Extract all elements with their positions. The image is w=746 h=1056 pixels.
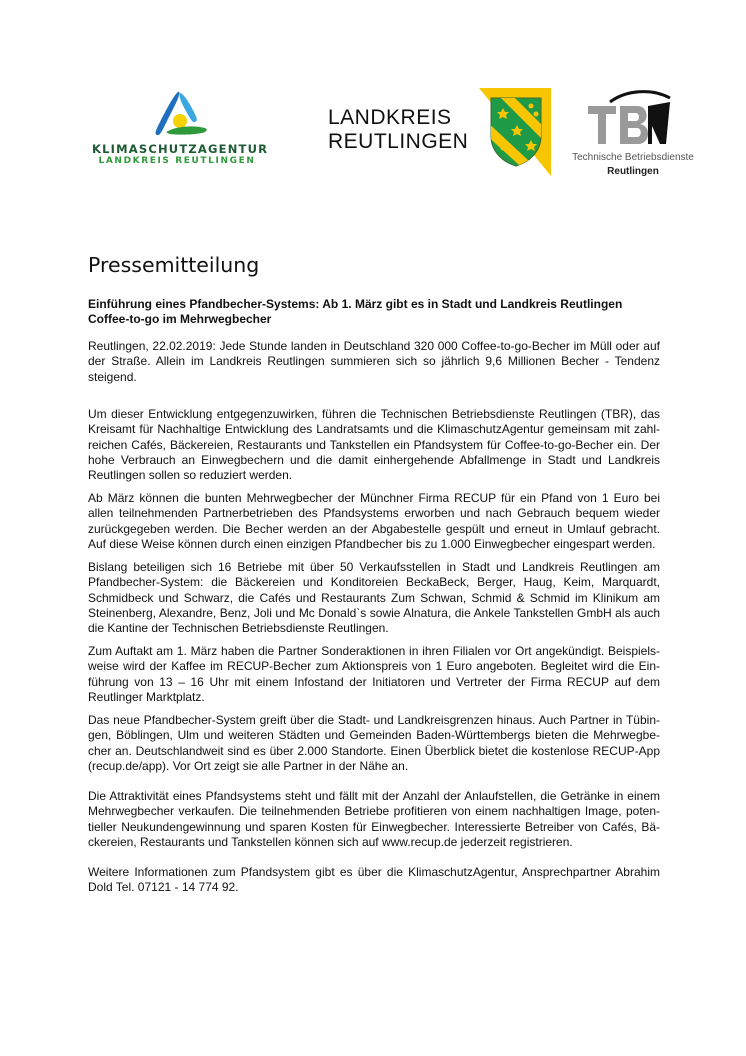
paragraph-attractiveness: Die Attraktivität eines Pfandsystems steht und fällt mit der Anzahl der Anlaufstellen, die Getränke in einem Mehrwegbecher verkaufen. Die teilnehmenden Betriebe profitieren von einem nachhaltigen Image, potentieller Neukundengewinnung und sparen Kosten für Einwegbecher. Interessierte Betreiber von Cafés, Bäckereien, Restaurants und Tankstellen können sich auf www.recup.de jederzeit registrieren.: [88, 789, 660, 849]
coat-of-arms-icon: [479, 88, 551, 176]
landkreis-reutlingen-logo: [325, 88, 551, 176]
paragraph-participants: Bislang beteiligen sich 16 Betriebe mit über 50 Verkaufsstellen in Stadt und Landkreis Reutlingen am Pfandbecher-System: die Bäckereien und Konditoreien BeckaBeck, Berger, Haug, Keim, Marquardt, Schmidbeck und Schwarz, die Cafés und Restaurants Zum Schwan, Schmid & Schmid im Klinikum am Steinenberg, Alexandre, Benz, Joli und Mc Donald`s sowie Alnatura, die Ankele Tankstellen GmbH als auch die Kantine der Technischen Betriebsdienste Reutlingen.: [88, 560, 660, 636]
paragraph-kickoff: Zum Auftakt am 1. März haben die Partner Sonderaktionen in ihren Filialen vor Ort angekündigt. Beispielsweise wird der Kaffee im RECUP-Becher zum Aktionspreis von 1 Euro angeboten. Begleitet wird die Einführung von 13 – 16 Uhr mit einem Infostand der Initiatoren und Vertreter der Firma RECUP auf dem Reutlinger Marktplatz.: [88, 644, 660, 704]
tbr-logo: [566, 88, 706, 180]
klimaschutz-logo-line2: LANDKREIS REUTLINGEN: [98, 156, 256, 166]
klimaschutzagentur-logo: [92, 90, 269, 170]
paragraph-initiative: Um dieser Entwicklung entgegenzuwirken, führen die Technischen Betriebsdienste Reutlingen (TBR), das Kreisamt für Nachhaltige Entwicklung des Landratsamts und die KlimaschutzAgentur gemeinsam mit zahlreichen Cafés, Bäckereien, Restaurants und Tankstellen ein Pfandsystem für Coffee-to-go-Becher ein. Der hohe Verbrauch an Einwegbechern und die damit einhergehende Abfallmenge in Stadt und Landkreis Reutlingen sollen so reduziert werden.: [88, 407, 660, 483]
landkreis-logo-text: [328, 106, 468, 154]
tbr-emblem-icon: [586, 88, 676, 148]
paragraph-network: Das neue Pfandbecher-System greift über die Stadt- und Landkreisgrenzen hinaus. Auch Partner in Tübingen, Böblingen, Ulm und weiteren Städten und Gemeinden Baden-Württembergs bieten die Mehrwegbecher an. Deutschlandweit sind es über 2.000 Standorte. Einen Überblick bietet die kostenlose RECUP-App (recup.de/app). Vor Ort zeigt sie alle Partner in der Nähe an.: [88, 713, 660, 773]
landkreis-logo-line1: LANDKREIS: [328, 106, 452, 129]
paragraph-contact: Weitere Informationen zum Pfandsystem gibt es über die KlimaschutzAgentur, Ansprechpartner Abrahim Dold Tel. 07121 - 14 774 92.: [88, 865, 660, 895]
klimaschutz-emblem-icon: [148, 90, 208, 138]
landkreis-logo-line2: REUTLINGEN: [328, 130, 469, 153]
klimaschutz-logo-line1: KLIMASCHUTZAGENTUR: [92, 142, 269, 156]
paragraph-intro: Reutlingen, 22.02.2019: Jede Stunde landen in Deutschland 320 000 Coffee-to-go-Becher im Müll oder auf der Straße. Allein im Landkreis Reutlingen summieren sich so jährlich 9,6 Millionen Becher - Tendenz steigend.: [88, 339, 660, 384]
press-headline: Einführung eines Pfandbecher-Systems: Ab 1. März gibt es in Stadt und Landkreis Reutlingen Coffee-to-go im Mehrwegbecher: [88, 297, 623, 326]
tbr-logo-line1: Technische Betriebsdienste: [572, 152, 694, 163]
paragraph-recup: Ab März können die bunten Mehrwegbecher der Münchner Firma RECUP für ein Pfand von 1 Euro bei allen teilnehmenden Partnerbetrieben des Pfandsystems erworben und nach Gebrauch bequem wieder zurückgegeben werden. Die Becher werden an der Abgabestelle gespült und erneut in Umlauf gebracht. Auf diese Weise können durch einen einzigen Pfandbecher bis zu 1.000 Einwegbecher eingespart werden.: [88, 491, 660, 551]
document-title: Pressemitteilung: [88, 253, 260, 277]
tbr-logo-line2: Reutlingen: [607, 166, 659, 177]
